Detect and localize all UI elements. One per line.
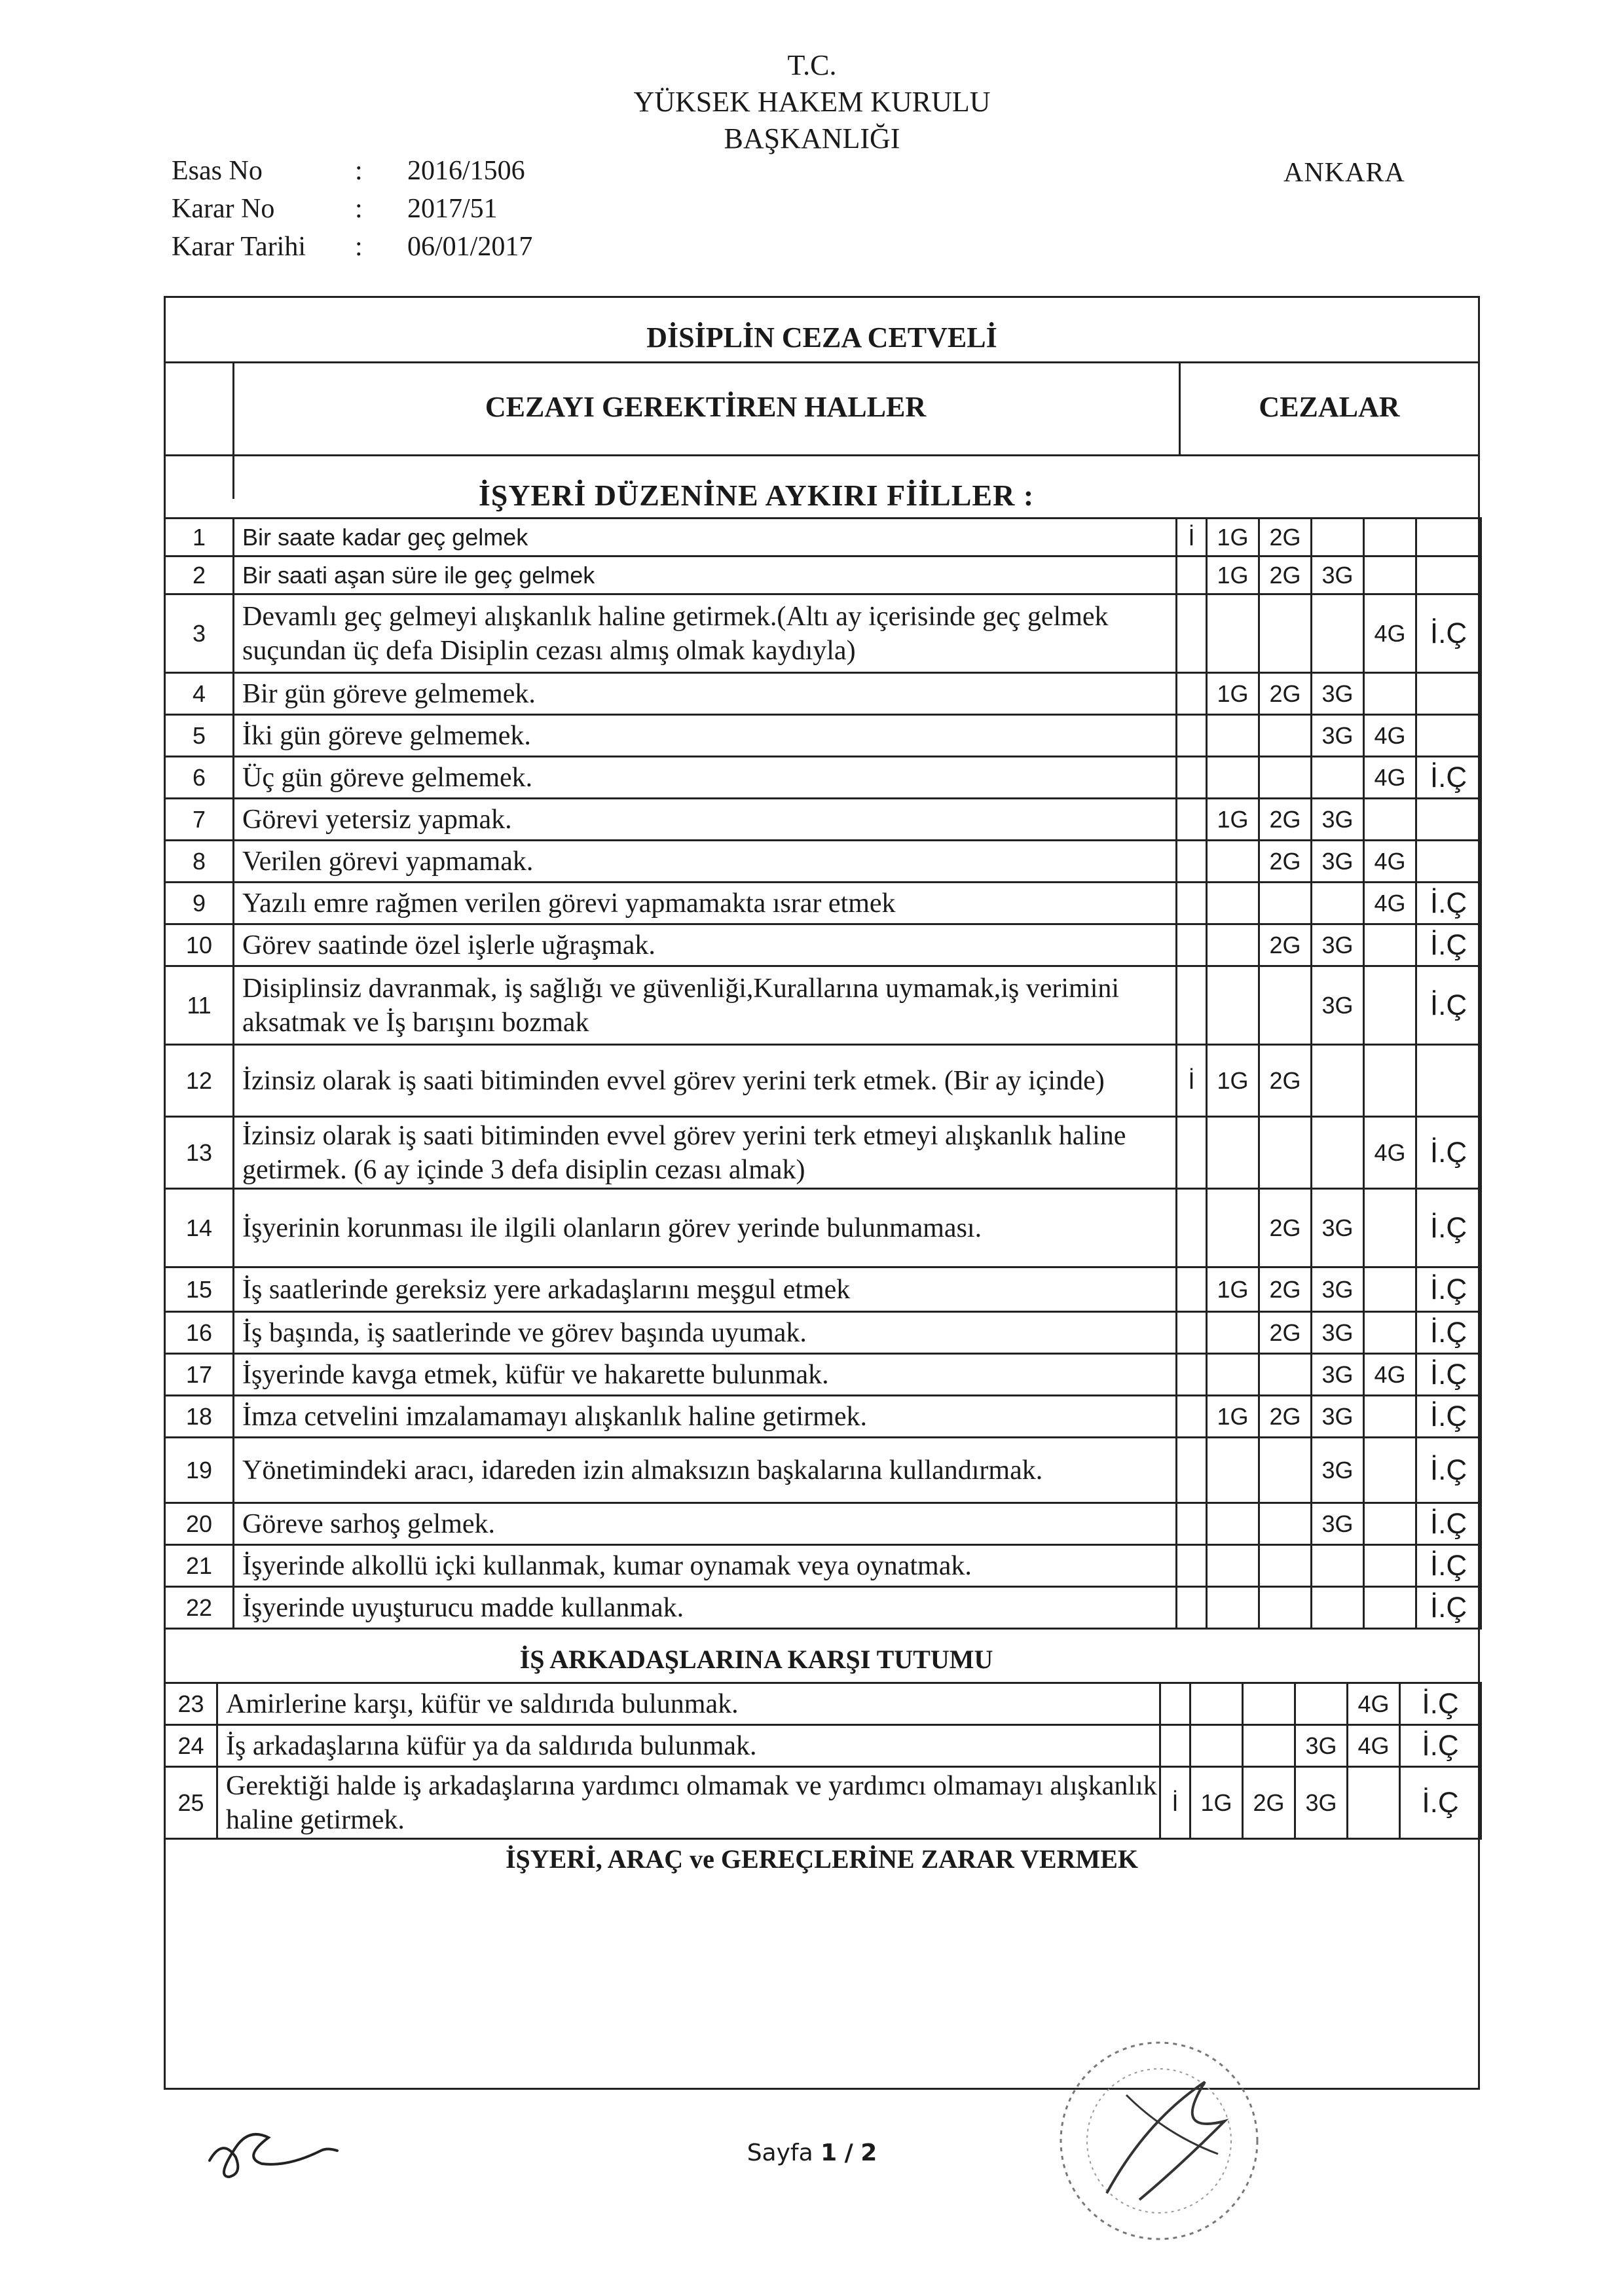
penalty-cell	[1207, 1312, 1259, 1354]
table-row	[165, 1438, 1481, 1503]
esas-value: 2016/1506	[407, 156, 525, 186]
penalty-cell: İ.Ç	[1400, 1767, 1481, 1839]
table-row	[165, 556, 1481, 594]
offense-description: İşyerinde alkollü içki kullanmak, kumar oynamak veya oynatmak.	[234, 1545, 1177, 1587]
column-header-cases: CEZAYI GEREKTİREN HALLER	[485, 391, 927, 423]
penalty-cell	[1259, 966, 1312, 1045]
row-number: 10	[165, 924, 234, 966]
penalty-cell	[1177, 1189, 1207, 1267]
penalty-cell: İ	[1177, 519, 1207, 556]
table-row	[165, 1396, 1481, 1438]
penalty-cell	[1177, 673, 1207, 715]
penalty-cell: İ	[1160, 1767, 1190, 1839]
table-row	[165, 1545, 1481, 1587]
tarih-row	[172, 228, 532, 266]
penalty-cell	[1243, 1683, 1295, 1725]
penalty-cell	[1312, 757, 1364, 799]
penalty-cell	[1177, 1587, 1207, 1629]
penalty-cell	[1177, 1354, 1207, 1396]
table-row	[165, 1267, 1481, 1312]
penalty-cell	[1177, 966, 1207, 1045]
penalty-cell: 1G	[1207, 1396, 1259, 1438]
penalty-cell: İ.Ç	[1416, 966, 1481, 1045]
table-row	[165, 799, 1481, 841]
penalty-cell	[1207, 1354, 1259, 1396]
penalty-cell	[1207, 1117, 1259, 1189]
penalty-cell: 3G	[1312, 673, 1364, 715]
case-meta	[172, 152, 532, 266]
penalty-cell: İ.Ç	[1416, 1438, 1481, 1503]
page-current: 1	[821, 2140, 838, 2166]
penalty-cell	[1364, 1503, 1416, 1545]
penalty-cell	[1416, 715, 1481, 757]
header-institution: YÜKSEK HAKEM KURULU	[633, 86, 991, 118]
offense-description: Görevi yetersiz yapmak.	[234, 799, 1177, 841]
penalty-cell: 2G	[1259, 799, 1312, 841]
institution-header	[0, 47, 1624, 157]
penalty-cell	[1364, 799, 1416, 841]
penalty-cell	[1207, 594, 1259, 673]
penalty-cell	[1207, 1503, 1259, 1545]
table-row	[165, 757, 1481, 799]
offense-description: Göreve sarhoş gelmek.	[234, 1503, 1177, 1545]
penalty-cell	[1207, 1438, 1259, 1503]
esas-label: Esas No	[172, 156, 263, 186]
penalty-cell	[1312, 594, 1364, 673]
row-number: 18	[165, 1396, 234, 1438]
penalty-cell: İ.Ç	[1416, 1396, 1481, 1438]
penalty-cell: 2G	[1259, 1267, 1312, 1312]
row-number: 9	[165, 883, 234, 924]
penalty-cell: 3G	[1312, 841, 1364, 883]
row-number: 3	[165, 594, 234, 673]
colon: :	[355, 156, 363, 186]
penalty-cell	[1364, 924, 1416, 966]
penalty-cell	[1312, 1545, 1364, 1587]
offense-description: Bir saati aşan süre ile geç gelmek	[234, 556, 1177, 594]
penalty-cell: 3G	[1312, 924, 1364, 966]
penalty-cell	[1312, 883, 1364, 924]
table-title: DİSİPLİN CEZA CETVELİ	[646, 321, 997, 354]
offense-description: Yönetimindeki aracı, idareden izin almaksızın başkalarına kullandırmak.	[234, 1438, 1177, 1503]
table-row	[165, 1683, 1481, 1725]
penalty-cell: 3G	[1312, 1503, 1364, 1545]
penalty-cell: 1G	[1207, 519, 1259, 556]
offense-description: İşyerinde uyuşturucu madde kullanmak.	[234, 1587, 1177, 1629]
penalty-cell: 4G	[1364, 841, 1416, 883]
penalty-cell	[1364, 673, 1416, 715]
penalty-cell	[1364, 519, 1416, 556]
offense-description: İşyerinde kavga etmek, küfür ve hakarette bulunmak.	[234, 1354, 1177, 1396]
table-row	[165, 1045, 1481, 1117]
penalty-cell	[1207, 1545, 1259, 1587]
row-number: 11	[165, 966, 234, 1045]
penalty-cell: 3G	[1312, 556, 1364, 594]
penalty-cell: 2G	[1259, 519, 1312, 556]
penalty-cell: 4G	[1364, 594, 1416, 673]
penalty-cell: İ.Ç	[1416, 1587, 1481, 1629]
penalty-cell	[1207, 924, 1259, 966]
penalty-cell: 3G	[1312, 1267, 1364, 1312]
penalty-cell: 3G	[1312, 1189, 1364, 1267]
penalty-cell: 3G	[1312, 799, 1364, 841]
penalty-table-section-1	[164, 517, 1482, 1630]
section-title-coworkers: İŞ ARKADAŞLARINA KARŞI TUTUMU	[519, 1645, 993, 1674]
header-presidency: BAŞKANLIĞI	[724, 122, 900, 155]
penalty-cell: 3G	[1295, 1767, 1348, 1839]
offense-description: Yazılı emre rağmen verilen görevi yapmamakta ısrar etmek	[234, 883, 1177, 924]
penalty-cell	[1190, 1683, 1243, 1725]
colon: :	[355, 194, 363, 224]
penalty-cell	[1259, 1587, 1312, 1629]
penalty-cell	[1364, 1045, 1416, 1117]
offense-description: İşyerinin korunması ile ilgili olanların görev yerinde bulunmaması.	[234, 1189, 1177, 1267]
penalty-cell	[1207, 966, 1259, 1045]
table-row	[165, 841, 1481, 883]
penalty-cell	[1259, 715, 1312, 757]
penalty-cell: 4G	[1364, 883, 1416, 924]
penalty-cell: 1G	[1190, 1767, 1243, 1839]
penalty-cell: 4G	[1348, 1683, 1400, 1725]
penalty-cell	[1348, 1767, 1400, 1839]
penalty-cell	[1259, 1117, 1312, 1189]
offense-description: Disiplinsiz davranmak, iş sağlığı ve güvenliği,Kurallarına uymamak,iş verimini aksatmak ve İş barışını bozmak	[234, 966, 1177, 1045]
karar-value: 2017/51	[407, 194, 498, 224]
penalty-cell: İ.Ç	[1416, 757, 1481, 799]
penalty-cell: İ.Ç	[1416, 924, 1481, 966]
penalty-cell: 1G	[1207, 673, 1259, 715]
penalty-cell	[1312, 519, 1364, 556]
offense-description: Bir saate kadar geç gelmek	[234, 519, 1177, 556]
penalty-cell: İ.Ç	[1400, 1683, 1481, 1725]
penalty-cell	[1259, 1503, 1312, 1545]
penalty-cell	[1177, 841, 1207, 883]
penalty-cell: İ.Ç	[1416, 594, 1481, 673]
penalty-cell	[1416, 556, 1481, 594]
penalty-cell: 4G	[1364, 1117, 1416, 1189]
penalty-cell	[1177, 556, 1207, 594]
penalty-cell	[1177, 1117, 1207, 1189]
offense-description: Bir gün göreve gelmemek.	[234, 673, 1177, 715]
table-row	[165, 924, 1481, 966]
penalty-cell	[1243, 1725, 1295, 1767]
penalty-cell	[1259, 1545, 1312, 1587]
row-number: 22	[165, 1587, 234, 1629]
penalty-cell: 3G	[1295, 1725, 1348, 1767]
penalty-cell	[1364, 1396, 1416, 1438]
penalty-cell	[1207, 757, 1259, 799]
tarih-value: 06/01/2017	[407, 232, 533, 262]
table-row	[165, 715, 1481, 757]
karar-row	[172, 190, 532, 228]
penalty-cell: 2G	[1243, 1767, 1295, 1839]
penalty-cell: 4G	[1364, 757, 1416, 799]
page-indicator	[0, 2140, 1624, 2166]
penalty-cell	[1177, 715, 1207, 757]
table-row	[165, 1725, 1481, 1767]
table-row	[165, 1354, 1481, 1396]
penalty-cell: İ.Ç	[1416, 1117, 1481, 1189]
page-separator: /	[844, 2140, 853, 2166]
row-number: 4	[165, 673, 234, 715]
penalty-cell: 3G	[1312, 1312, 1364, 1354]
offense-description: Amirlerine karşı, küfür ve saldırıda bulunmak.	[217, 1683, 1160, 1725]
penalty-cell	[1177, 1312, 1207, 1354]
penalty-cell: 1G	[1207, 556, 1259, 594]
offense-description: İzinsiz olarak iş saati bitiminden evvel görev yerini terk etmeyi alışkanlık haline getirmek. (6 ay içinde 3 defa disiplin cezası almak)	[234, 1117, 1177, 1189]
offense-description: İki gün göreve gelmemek.	[234, 715, 1177, 757]
penalty-cell: 2G	[1259, 1045, 1312, 1117]
penalty-cell: İ.Ç	[1416, 1354, 1481, 1396]
column-header-penalties: CEZALAR	[1259, 391, 1400, 423]
offense-description: Verilen görevi yapmamak.	[234, 841, 1177, 883]
penalty-cell	[1364, 1312, 1416, 1354]
penalty-cell: İ.Ç	[1416, 1312, 1481, 1354]
penalty-cell: İ.Ç	[1416, 883, 1481, 924]
penalty-cell	[1177, 799, 1207, 841]
penalty-cell	[1207, 1587, 1259, 1629]
penalty-cell	[1207, 841, 1259, 883]
penalty-cell: 2G	[1259, 1396, 1312, 1438]
penalty-cell: 3G	[1312, 966, 1364, 1045]
table-row	[165, 883, 1481, 924]
penalty-cell: 3G	[1312, 1396, 1364, 1438]
penalty-cell	[1177, 924, 1207, 966]
penalty-cell	[1312, 1587, 1364, 1629]
penalty-cell	[1416, 519, 1481, 556]
penalty-cell: 3G	[1312, 715, 1364, 757]
penalty-cell	[1364, 966, 1416, 1045]
offense-description: İş saatlerinde gereksiz yere arkadaşlarını meşgul etmek	[234, 1267, 1177, 1312]
colon: :	[355, 232, 363, 262]
penalty-cell	[1177, 1396, 1207, 1438]
row-number: 6	[165, 757, 234, 799]
table-row	[165, 966, 1481, 1045]
penalty-cell	[1364, 1267, 1416, 1312]
penalty-cell: 3G	[1312, 1354, 1364, 1396]
page-total: 2	[860, 2140, 877, 2166]
penalty-cell	[1207, 1189, 1259, 1267]
row-number: 21	[165, 1545, 234, 1587]
row-number: 24	[165, 1725, 217, 1767]
penalty-cell: 2G	[1259, 556, 1312, 594]
row-number: 23	[165, 1683, 217, 1725]
penalty-cell: 4G	[1364, 715, 1416, 757]
penalty-cell: 1G	[1207, 1267, 1259, 1312]
offense-description: Görev saatinde özel işlerle uğraşmak.	[234, 924, 1177, 966]
penalty-cell	[1416, 673, 1481, 715]
offense-description: Devamlı geç gelmeyi alışkanlık haline getirmek.(Altı ay içerisinde geç gelmek suçundan üç defa Disiplin cezası almış olmak kaydıyla)	[234, 594, 1177, 673]
tarih-label: Karar Tarihi	[172, 232, 306, 262]
city: ANKARA	[1283, 158, 1405, 188]
penalty-cell	[1259, 883, 1312, 924]
table-row	[165, 1767, 1481, 1839]
penalty-cell: İ.Ç	[1416, 1503, 1481, 1545]
section-title-workplace-order: İŞYERİ DÜZENİNE AYKIRI FİİLLER :	[478, 479, 1035, 512]
penalty-cell	[1177, 757, 1207, 799]
row-number: 1	[165, 519, 234, 556]
row-number: 25	[165, 1767, 217, 1839]
row-number: 12	[165, 1045, 234, 1117]
penalty-cell	[1190, 1725, 1243, 1767]
penalty-cell	[1177, 1503, 1207, 1545]
penalty-cell	[1259, 594, 1312, 673]
row-number: 14	[165, 1189, 234, 1267]
penalty-cell	[1416, 799, 1481, 841]
penalty-cell	[1364, 1545, 1416, 1587]
penalty-cell	[1295, 1683, 1348, 1725]
penalty-cell	[1177, 1267, 1207, 1312]
penalty-cell	[1177, 1438, 1207, 1503]
penalty-cell: İ.Ç	[1416, 1545, 1481, 1587]
penalty-cell	[1364, 1189, 1416, 1267]
penalty-cell: İ.Ç	[1400, 1725, 1481, 1767]
penalty-cell	[1207, 883, 1259, 924]
penalty-cell: İ.Ç	[1416, 1267, 1481, 1312]
penalty-cell: 1G	[1207, 1045, 1259, 1117]
penalty-cell	[1416, 1045, 1481, 1117]
penalty-cell	[1207, 715, 1259, 757]
row-number: 2	[165, 556, 234, 594]
row-number: 15	[165, 1267, 234, 1312]
offense-description: Gerektiği halde iş arkadaşlarına yardımcı olmamak ve yardımcı olmamayı alışkanlık haline getirmek.	[217, 1767, 1160, 1839]
offense-description: Üç gün göreve gelmemek.	[234, 757, 1177, 799]
penalty-cell	[1160, 1725, 1190, 1767]
penalty-cell	[1177, 1545, 1207, 1587]
offense-description: İmza cetvelini imzalamamayı alışkanlık haline getirmek.	[234, 1396, 1177, 1438]
penalty-cell: 2G	[1259, 1312, 1312, 1354]
penalty-cell: 3G	[1312, 1438, 1364, 1503]
row-number: 8	[165, 841, 234, 883]
karar-label: Karar No	[172, 194, 275, 224]
row-number: 19	[165, 1438, 234, 1503]
penalty-cell: 4G	[1364, 1354, 1416, 1396]
section-title-equipment-damage: İŞYERİ, ARAÇ ve GEREÇLERİNE ZARAR VERMEK	[505, 1844, 1139, 1874]
penalty-cell: İ.Ç	[1416, 1189, 1481, 1267]
penalty-cell	[1259, 757, 1312, 799]
penalty-cell	[1364, 1587, 1416, 1629]
divider	[164, 361, 1480, 363]
table-row	[165, 673, 1481, 715]
row-number: 16	[165, 1312, 234, 1354]
row-number: 13	[165, 1117, 234, 1189]
penalty-cell: 2G	[1259, 924, 1312, 966]
penalty-cell	[1416, 841, 1481, 883]
penalty-cell: 2G	[1259, 673, 1312, 715]
row-number: 20	[165, 1503, 234, 1545]
penalty-cell: İ	[1177, 1045, 1207, 1117]
penalty-cell	[1259, 1438, 1312, 1503]
penalty-cell: 2G	[1259, 1189, 1312, 1267]
penalty-cell: 2G	[1259, 841, 1312, 883]
divider	[164, 454, 1480, 456]
esas-row	[172, 152, 532, 190]
table-row	[165, 594, 1481, 673]
offense-description: İş arkadaşlarına küfür ya da saldırıda bulunmak.	[217, 1725, 1160, 1767]
penalty-cell	[1312, 1117, 1364, 1189]
penalty-cell	[1177, 883, 1207, 924]
penalty-cell	[1160, 1683, 1190, 1725]
table-row	[165, 519, 1481, 556]
penalty-cell	[1364, 1438, 1416, 1503]
table-row	[165, 1312, 1481, 1354]
penalty-cell: 1G	[1207, 799, 1259, 841]
penalty-cell	[1364, 556, 1416, 594]
table-row	[165, 1503, 1481, 1545]
header-tc: T.C.	[787, 49, 837, 81]
table-row	[165, 1587, 1481, 1629]
penalty-cell: 4G	[1348, 1725, 1400, 1767]
penalty-cell	[1177, 594, 1207, 673]
table-row	[165, 1189, 1481, 1267]
penalty-table-section-2	[164, 1682, 1482, 1840]
row-number: 17	[165, 1354, 234, 1396]
penalty-cell	[1312, 1045, 1364, 1117]
row-number: 7	[165, 799, 234, 841]
penalty-cell	[1259, 1354, 1312, 1396]
table-row	[165, 1117, 1481, 1189]
row-number: 5	[165, 715, 234, 757]
page-prefix: Sayfa	[747, 2140, 813, 2166]
offense-description: İzinsiz olarak iş saati bitiminden evvel görev yerini terk etmek. (Bir ay içinde)	[234, 1045, 1177, 1117]
offense-description: İş başında, iş saatlerinde ve görev başında uyumak.	[234, 1312, 1177, 1354]
